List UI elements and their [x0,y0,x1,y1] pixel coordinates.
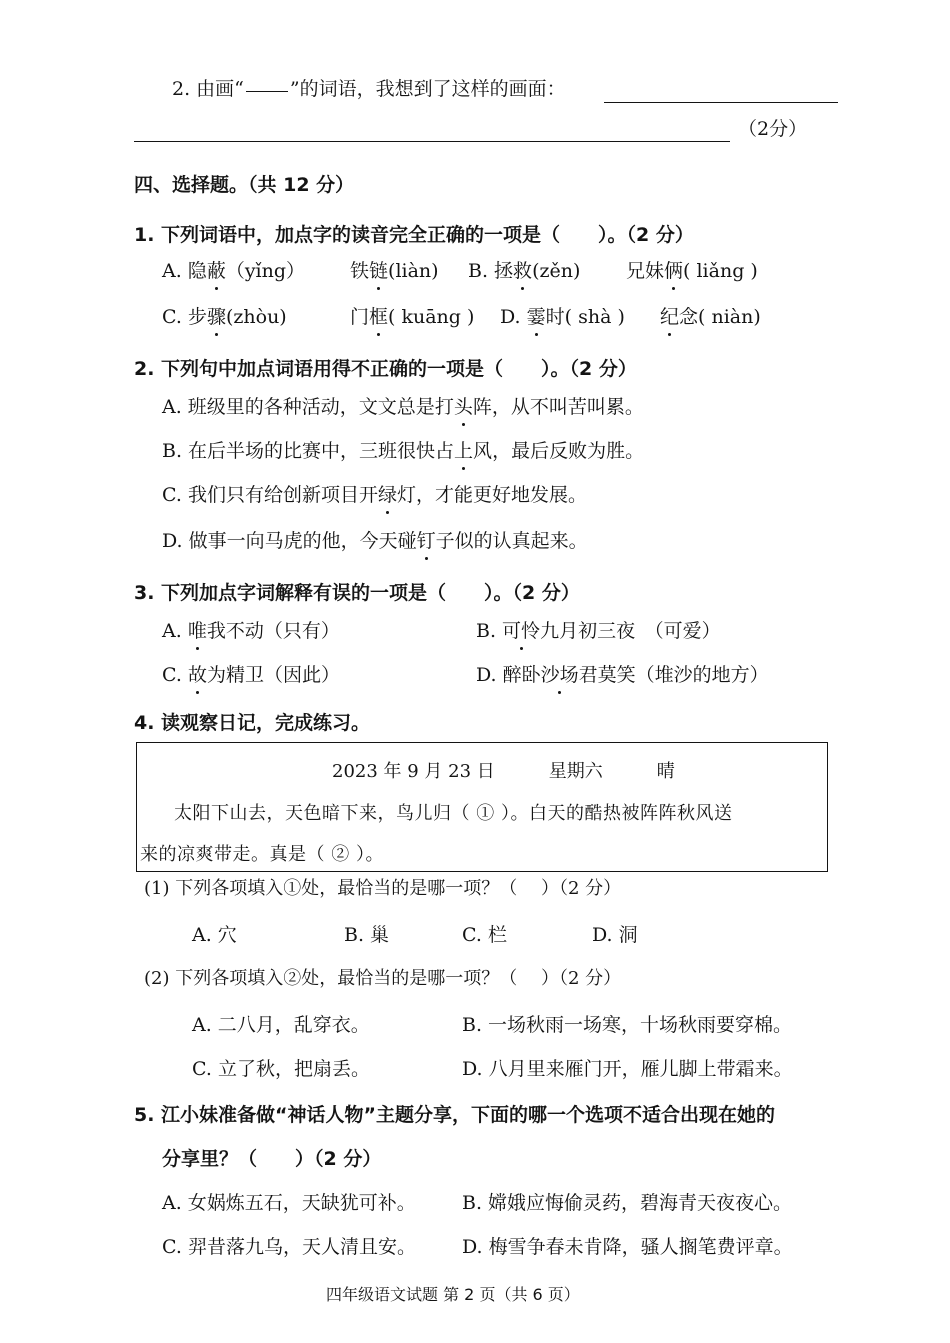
sub2-option-b[interactable]: B. 一场秋雨一场寒，十场秋雨要穿棉。 [462,1014,793,1036]
option-c[interactable]: C. 我们只有给创新项目开绿灯，才能更好地发展。 [162,484,587,506]
question-stem: 1. 下列词语中，加点字的读音完全正确的一项是（ ）。（2 分） [134,224,694,246]
option-a[interactable]: A. 女娲炼五石，天缺犹可补。 [162,1192,416,1214]
option-b[interactable]: B. 可怜九月初三夜 （可爱） [476,620,721,642]
option-d[interactable]: D. 做事一向马虎的他，今天碰钉子似的认真起来。 [162,530,588,552]
score: （2分） [738,118,808,140]
section-title: 四、选择题。（共 12 分） [134,174,355,196]
option-c[interactable]: C. 步骤(zhòu) [162,306,287,328]
option-a-word2: 铁链(liàn) [350,260,439,282]
diary-date: 2023 年 9 月 23 日 星期六 晴 [332,761,675,782]
option-a[interactable]: A. 唯我不动（只有） [162,620,340,642]
answer-line[interactable] [604,102,838,103]
option-c[interactable]: C. 羿昔落九乌，天人清且安。 [162,1236,416,1258]
option-a[interactable]: A. 隐蔽（yǐng） [162,260,306,282]
page-footer: 四年级语文试题 第 2 页（共 6 页） [326,1285,580,1304]
diary-text-line2: 来的凉爽带走。真是（ ② ）。 [140,844,384,865]
option-d[interactable]: D. 梅雪争春未肯降，骚人搁笔费评章。 [462,1236,793,1258]
section3-q2: 2. 由画“ ”的词语，我想到了这样的画面： [172,78,566,100]
option-c[interactable]: C. 故为精卫（因此） [162,664,340,686]
option-b[interactable]: B. 嫦娥应悔偷灵药，碧海青天夜夜心。 [462,1192,793,1214]
option-c-word2: 门框( kuāng ) [350,306,475,328]
sub1-option-c[interactable]: C. 栏 [462,924,507,946]
answer-blank[interactable] [246,91,288,92]
sub1-option-d[interactable]: D. 洞 [592,924,638,946]
answer-line[interactable] [134,141,730,142]
sub1-option-a[interactable]: A. 穴 [192,924,237,946]
sub2-option-c[interactable]: C. 立了秋，把扇丢。 [192,1058,370,1080]
question-stem: 2. 下列句中加点词语用得不正确的一项是（ ）。（2 分） [134,358,637,380]
option-b[interactable]: B. 在后半场的比赛中，三班很快占上风，最后反败为胜。 [162,440,645,462]
sub-question-1: (1) 下列各项填入①处，最恰当的是哪一项？（ ）（2 分） [144,878,622,899]
option-a[interactable]: A. 班级里的各种活动，文文总是打头阵，从不叫苦叫累。 [162,396,644,418]
sub-question-2: (2) 下列各项填入②处，最恰当的是哪一项？（ ）（2 分） [144,968,622,989]
sub1-option-b[interactable]: B. 巢 [344,924,390,946]
option-d[interactable]: D. 霎时( shà ) [500,306,625,328]
sub2-option-a[interactable]: A. 二八月，乱穿衣。 [192,1014,370,1036]
option-b[interactable]: B. 拯救(zěn) [468,260,581,282]
question-stem: 5. 江小妹准备做“神话人物”主题分享，下面的哪一个选项不适合出现在她的 [134,1104,776,1126]
option-d-word2: 纪念( niàn) [660,306,761,328]
option-d[interactable]: D. 醉卧沙场君莫笑（堆沙的地方） [476,664,769,686]
question-stem: 3. 下列加点字词解释有误的一项是（ ）。（2 分） [134,582,580,604]
question-stem: 4. 读观察日记，完成练习。 [134,712,371,734]
diary-text-line1: 太阳下山去，天色暗下来，鸟儿归（ ① ）。白天的酷热被阵阵秋风送 [174,803,733,824]
option-b-word2: 兄妹俩( liǎng ) [626,260,758,282]
question-stem-cont: 分享里？（ ）（2 分） [162,1148,382,1170]
sub2-option-d[interactable]: D. 八月里来雁门开，雁儿脚上带霜来。 [462,1058,793,1080]
